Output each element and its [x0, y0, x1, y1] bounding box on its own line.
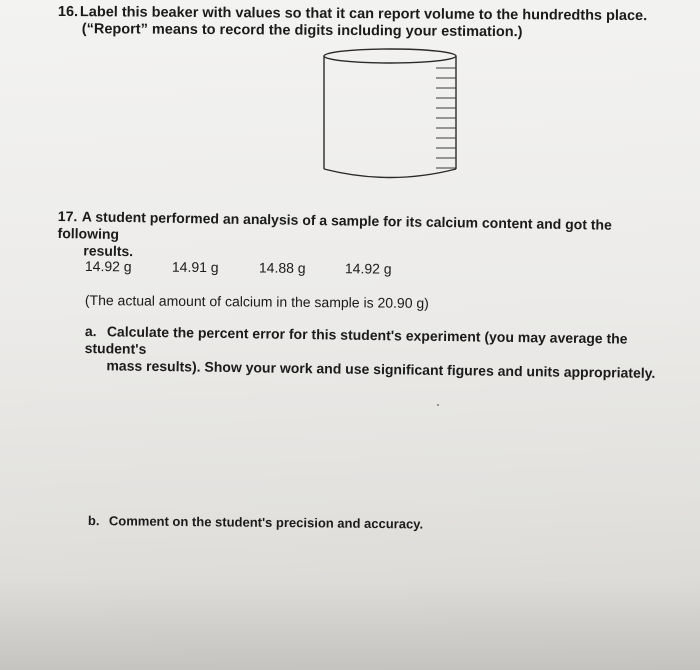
part-a-text-continued: mass results). Show your work and use significant figures and units appropriately.	[106, 357, 656, 381]
lighting-shade	[0, 580, 700, 670]
beaker-graduations	[436, 68, 456, 168]
beaker-rim	[324, 49, 456, 63]
part-a-text: Calculate the percent error for this student's experiment (you may average the student's	[84, 323, 628, 357]
question-17-text: A student performed an analysis of a sample for its calcium content and got the following	[57, 208, 612, 242]
part-a-label: a.	[84, 323, 97, 340]
mass-results	[85, 258, 392, 277]
question-16	[58, 4, 647, 42]
question-16-number: 16.	[57, 4, 79, 21]
mass-result-3: 14.88 g	[258, 259, 306, 276]
part-a	[84, 323, 675, 382]
part-b-label: b.	[87, 513, 100, 529]
mass-result-2: 14.91 g	[171, 258, 219, 276]
question-16-text: Label this beaker with values so that it can report volume to the hundredths place.	[79, 4, 648, 25]
question-16-note: (“Report” means to record the digits including your estimation.)	[81, 21, 523, 41]
part-b-text: Comment on the student's precision and accuracy.	[108, 513, 424, 532]
paper-speck	[437, 404, 439, 406]
question-17-number: 17.	[57, 208, 78, 225]
mass-result-1: 14.92 g	[84, 258, 132, 275]
beaker-diagram	[318, 46, 464, 184]
part-b	[88, 513, 423, 532]
beaker-base	[324, 169, 456, 178]
mass-result-4: 14.92 g	[344, 260, 392, 277]
question-17-text-continued: results.	[83, 242, 134, 260]
actual-amount-note: (The actual amount of calcium in the sample is 20.90 g)	[84, 292, 429, 312]
